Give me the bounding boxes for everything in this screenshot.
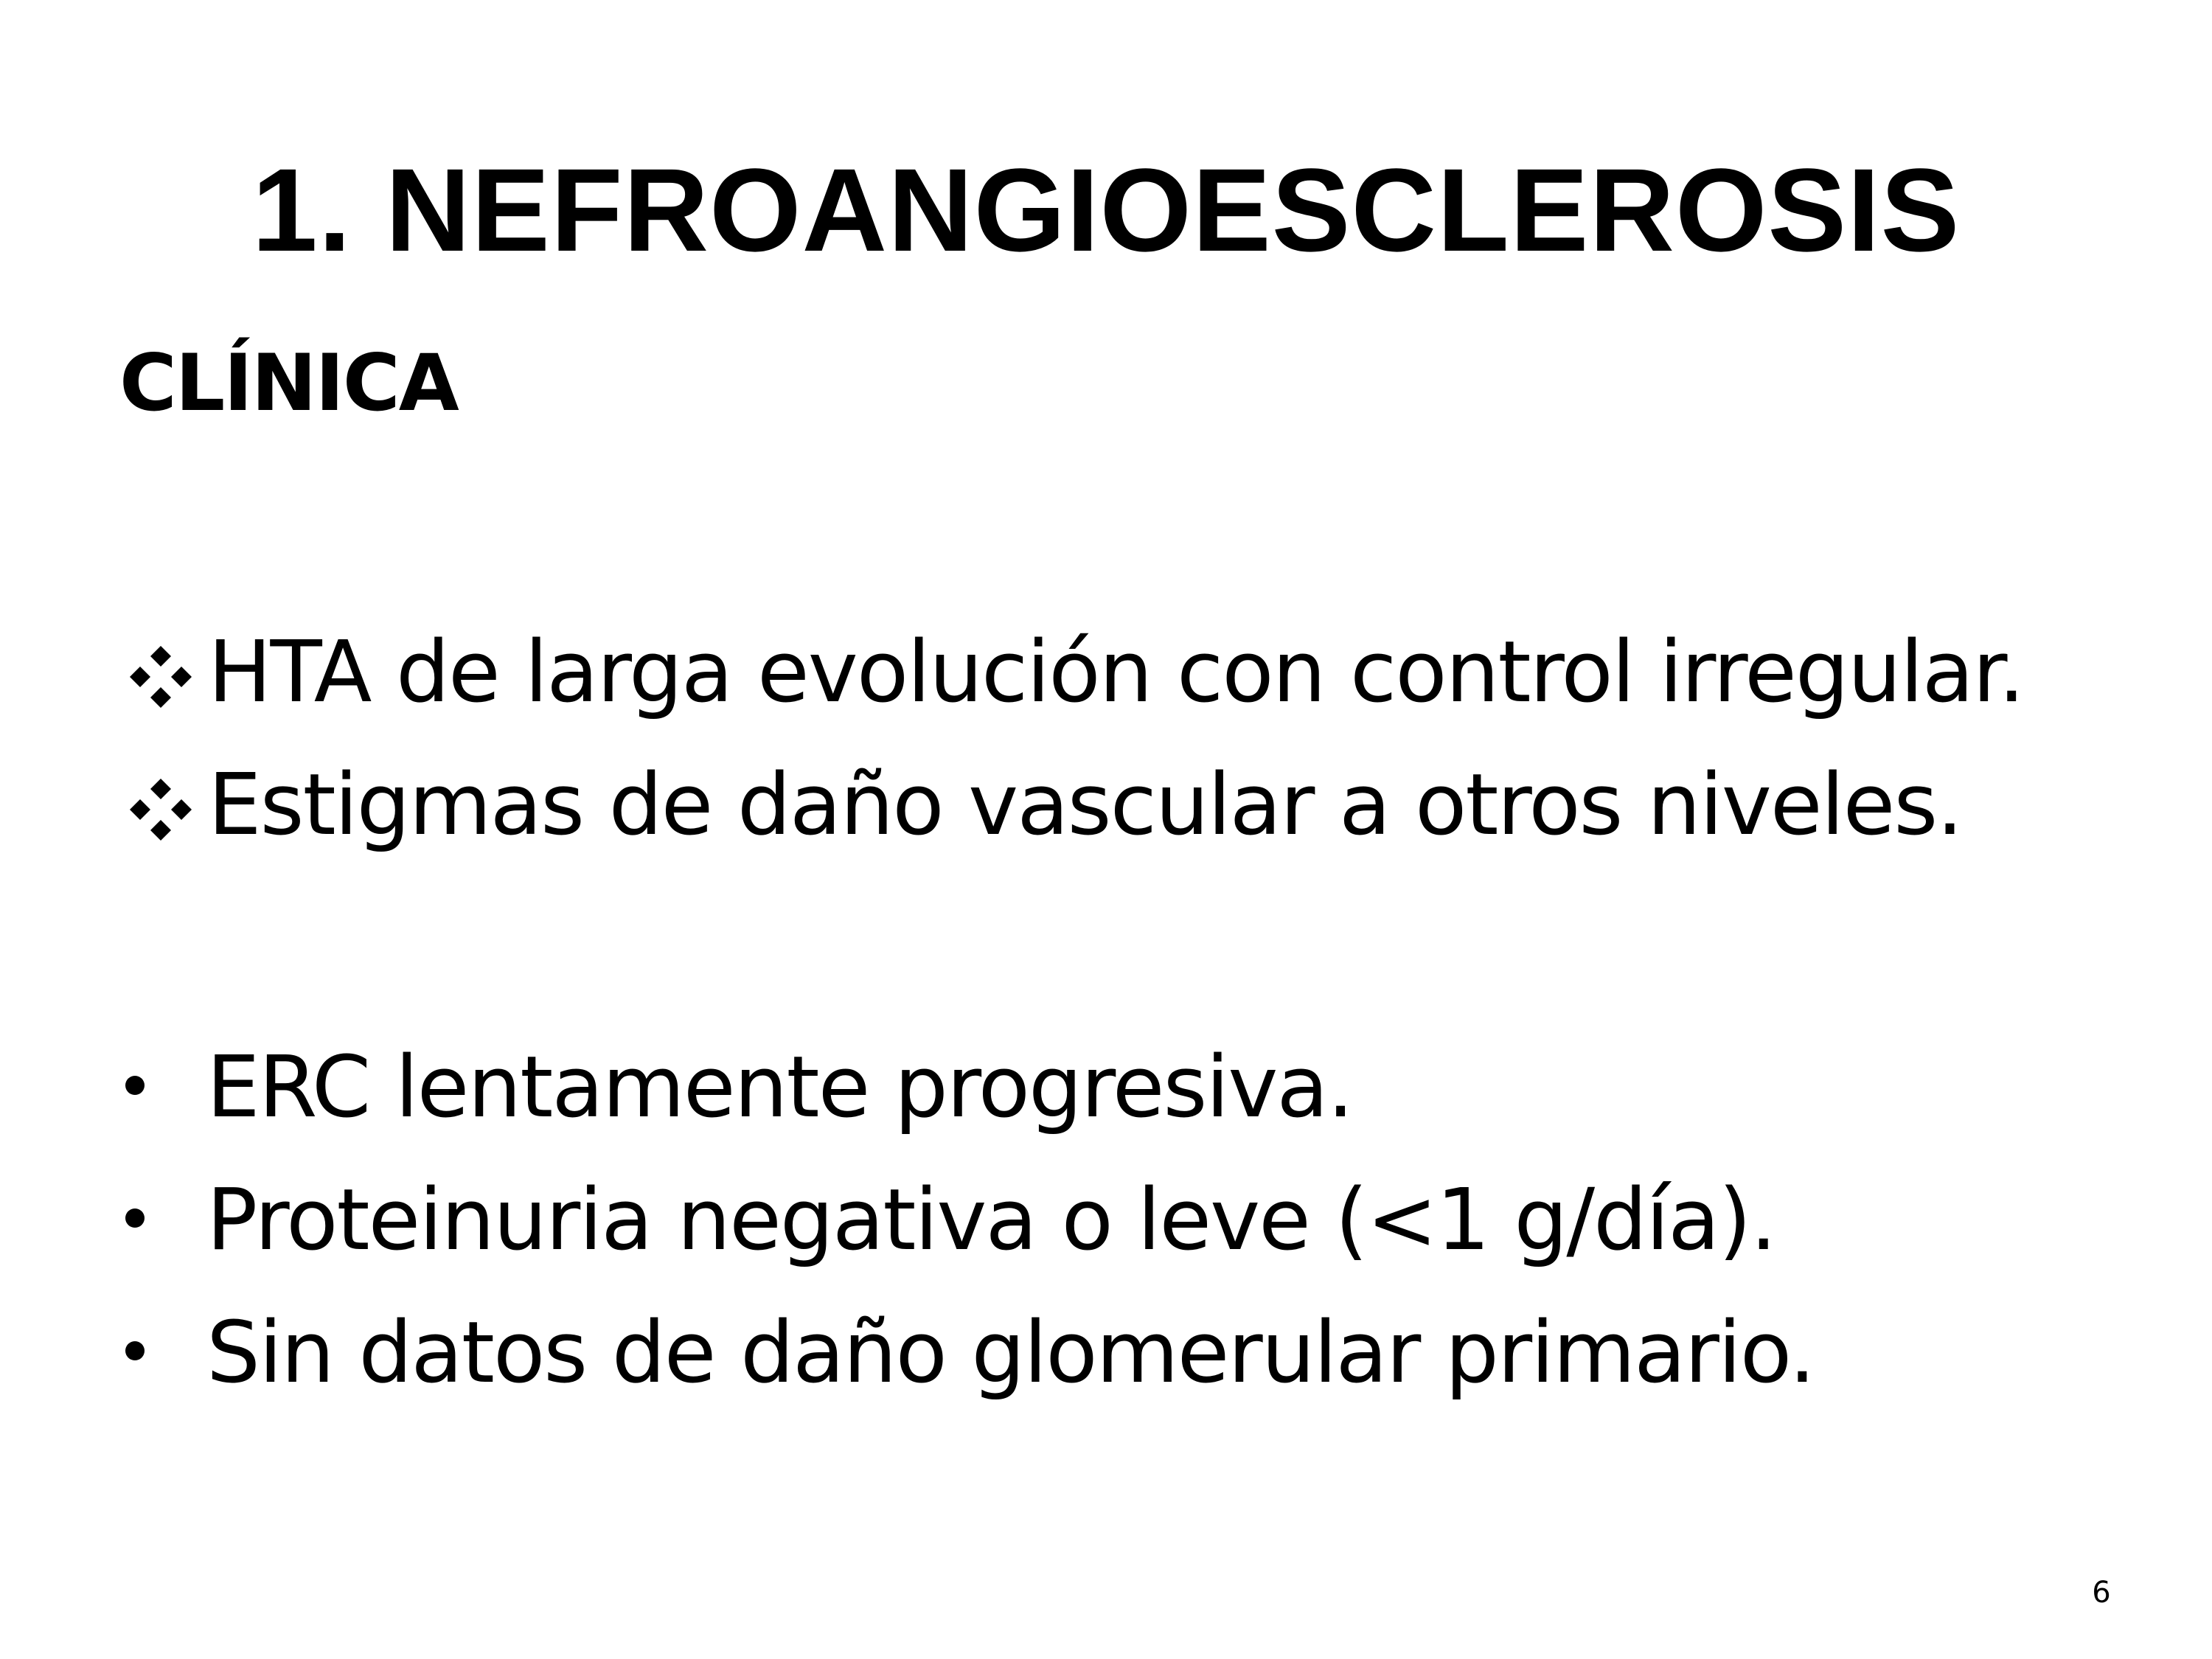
four-diamond-bullet-icon	[125, 774, 196, 845]
list-item-text: ERC lentamente progresiva.	[206, 1038, 1353, 1137]
section-heading: CLÍNICA	[119, 338, 458, 428]
page-number: 6	[2092, 1576, 2111, 1610]
bullet-dot-icon	[125, 1076, 145, 1095]
bullet-dot-icon	[125, 1341, 145, 1360]
list-item-text: Sin datos de daño glomerular primario.	[206, 1304, 1815, 1402]
four-diamond-bullet-icon	[125, 641, 196, 712]
list-item-text: Proteinuria negativa o leve (<1 g/día).	[206, 1171, 1776, 1270]
list-item-text: HTA de larga evolución con control irregular.	[208, 623, 2024, 722]
bullet-dot-icon	[125, 1208, 145, 1228]
list-item-text: Estigmas de daño vascular a otros niveles.	[208, 756, 1962, 855]
slide-title: 1. NEFROANGIOESCLEROSIS	[251, 144, 1961, 276]
